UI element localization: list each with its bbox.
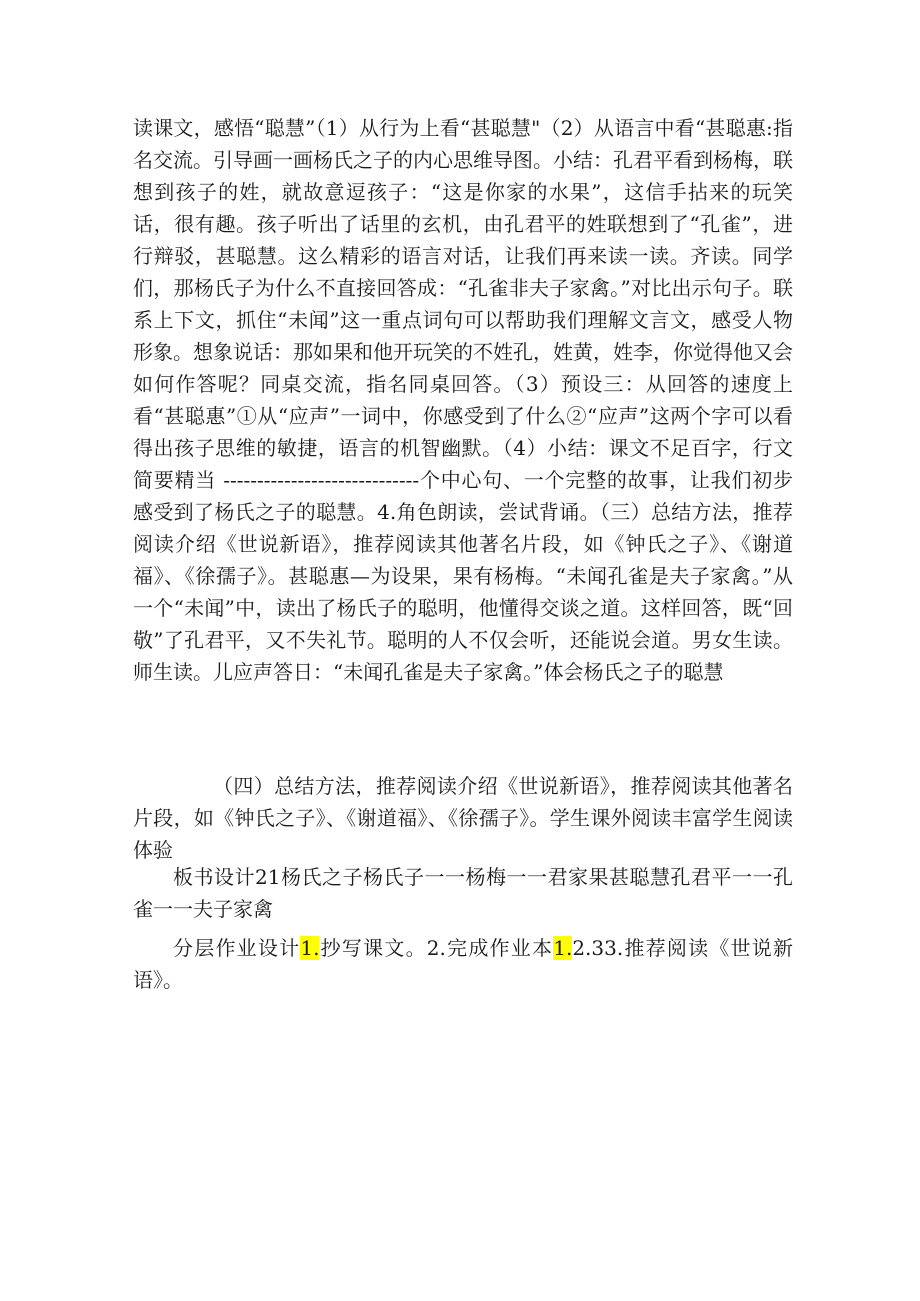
homework-lead: 分层作业设计 — [173, 936, 301, 960]
homework-text-1: 抄写课文。2.完成作业本 — [319, 936, 554, 960]
highlight-mark-1: 1. — [300, 936, 320, 960]
highlight-mark-2: 1. — [553, 936, 573, 960]
body-paragraph-homework — [133, 932, 793, 996]
body-paragraph-summary-method: （四）总结方法，推荐阅读介绍《世说新语》，推荐阅读其他著名片段，如《钟氏之子》、《谢道福》、《徐孺子》。学生课外阅读丰富学生阅读体验 — [133, 774, 793, 862]
body-paragraph-lesson-reading: 读课文，感悟“聪慧”（1）从行为上看“甚聪慧"（2）从语言中看“甚聪惠:指名交流。引导画一画杨氏之子的内心思维导图。小结：孔君平看到杨梅，联想到孩子的姓，就故意逗孩子：“这是你家的水果”，这信手拈来的玩笑话，很有趣。孩子听出了话里的玄机，由孔君平的姓联想到了“孔雀”，进行辩驳，甚聪慧。这么精彩的语言对话，让我们再来读一读。齐读。同学们，那杨氏子为什么不直接回答成：“孔雀非夫子家禽。”对比出示句子。联系上下文，抓住“未闻”这一重点词句可以帮助我们理解文言文，感受人物形象。想象说话：那如果和他开玩笑的不姓孔，姓黄，姓李，你觉得他又会如何作答呢？同桌交流，指名同桌回答。（3）预设三：从回答的速度上看“甚聪惠”①从“应声”一词中，你感受到了什么②“应声”这两个字可以看得出孩子思维的敏捷，语言的机智幽默。（4）小结：课文不足百字，行文简要精当 -----------------------------个中心句、一个完整的故事，让我们初步感受到了杨氏之子的聪慧。4.角色朗读，尝试背诵。（三）总结方法，推荐阅读介绍《世说新语》，推荐阅读其他著名片段，如《钟氏之子》、《谢道福》、《徐孺子》。甚聪惠—为设果，果有杨梅。“未闻孔雀是夫子家禽。”从一个“未闻”中，读出了杨氏子的聪明，他懂得交谈之道。这样回答，既“回敬”了孔君平，又不失礼节。聪明的人不仅会听，还能说会道。男女生读。师生读。儿应声答日：“未闻孔雀是夫子家禽。”体会杨氏之子的聪慧 — [133, 116, 793, 684]
homework-text-2: 2.33.推荐阅读《世说新语》。 — [133, 936, 794, 992]
body-paragraph-board-design: 板书设计21杨氏之子杨氏子一一杨梅一一君家果甚聪慧孔君平一一孔雀一一夫子家禽 — [133, 865, 793, 921]
